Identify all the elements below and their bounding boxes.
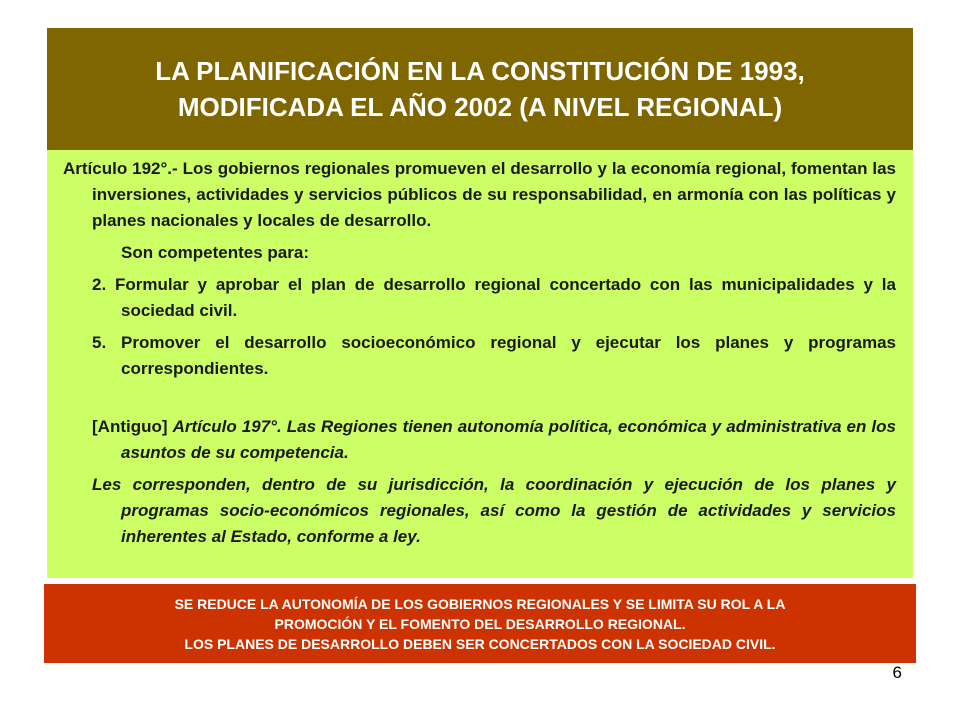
corresponden-text: Les corresponden, dentro de su jurisdicción, la coordinación y ejecución de los planes y programas socio-económicos regionales, así como la gestión de actividades y servicios inherentes al Estado, conforme a ley. — [92, 475, 896, 546]
competencia-item-2: 2. Formular y aprobar el plan de desarrollo regional concertado con las municipalidades y la sociedad civil. — [92, 275, 896, 320]
title-line-1: LA PLANIFICACIÓN EN LA CONSTITUCIÓN DE 1993, — [155, 56, 805, 86]
article-192-text: Artículo 192°.- Los gobiernos regionales promueven el desarrollo y la economía regional, fomentan las inversiones, actividades y servicios públicos de su responsabilidad, en armonía con las políticas y planes nacionales y locales de desarrollo. — [63, 159, 896, 230]
antiguo-label: [Antiguo] — [92, 417, 168, 436]
page-number: 6 — [892, 663, 902, 682]
article-197-paragraph — [63, 414, 896, 466]
competencia-item-5: 5. Promover el desarrollo socioeconómico regional y ejecutar los planes y programas correspondientes. — [92, 333, 896, 378]
conclusion-line-1: SE REDUCE LA AUTONOMÍA DE LOS GOBIERNOS REGIONALES Y SE LIMITA SU ROL A LA — [174, 595, 786, 612]
conclusion-line-2: PROMOCIÓN Y EL FOMENTO DEL DESARROLLO REGIONAL. — [274, 615, 686, 632]
conclusion-line-3: LOS PLANES DE DESARROLLO DEBEN SER CONCERTADOS CON LA SOCIEDAD CIVIL. — [184, 635, 776, 652]
slide-title — [155, 53, 805, 125]
conclusion-banner — [44, 584, 916, 663]
competentes-heading: Son competentes para: — [121, 243, 309, 262]
article-197-text: Artículo 197°. Las Regiones tienen autonomía política, económica y administrativa en los asuntos de su competencia. — [121, 417, 896, 462]
content-panel — [47, 150, 913, 578]
spacer — [63, 382, 896, 408]
title-line-2: MODIFICADA EL AÑO 2002 (A NIVEL REGIONAL) — [177, 92, 783, 122]
title-banner — [47, 28, 913, 150]
